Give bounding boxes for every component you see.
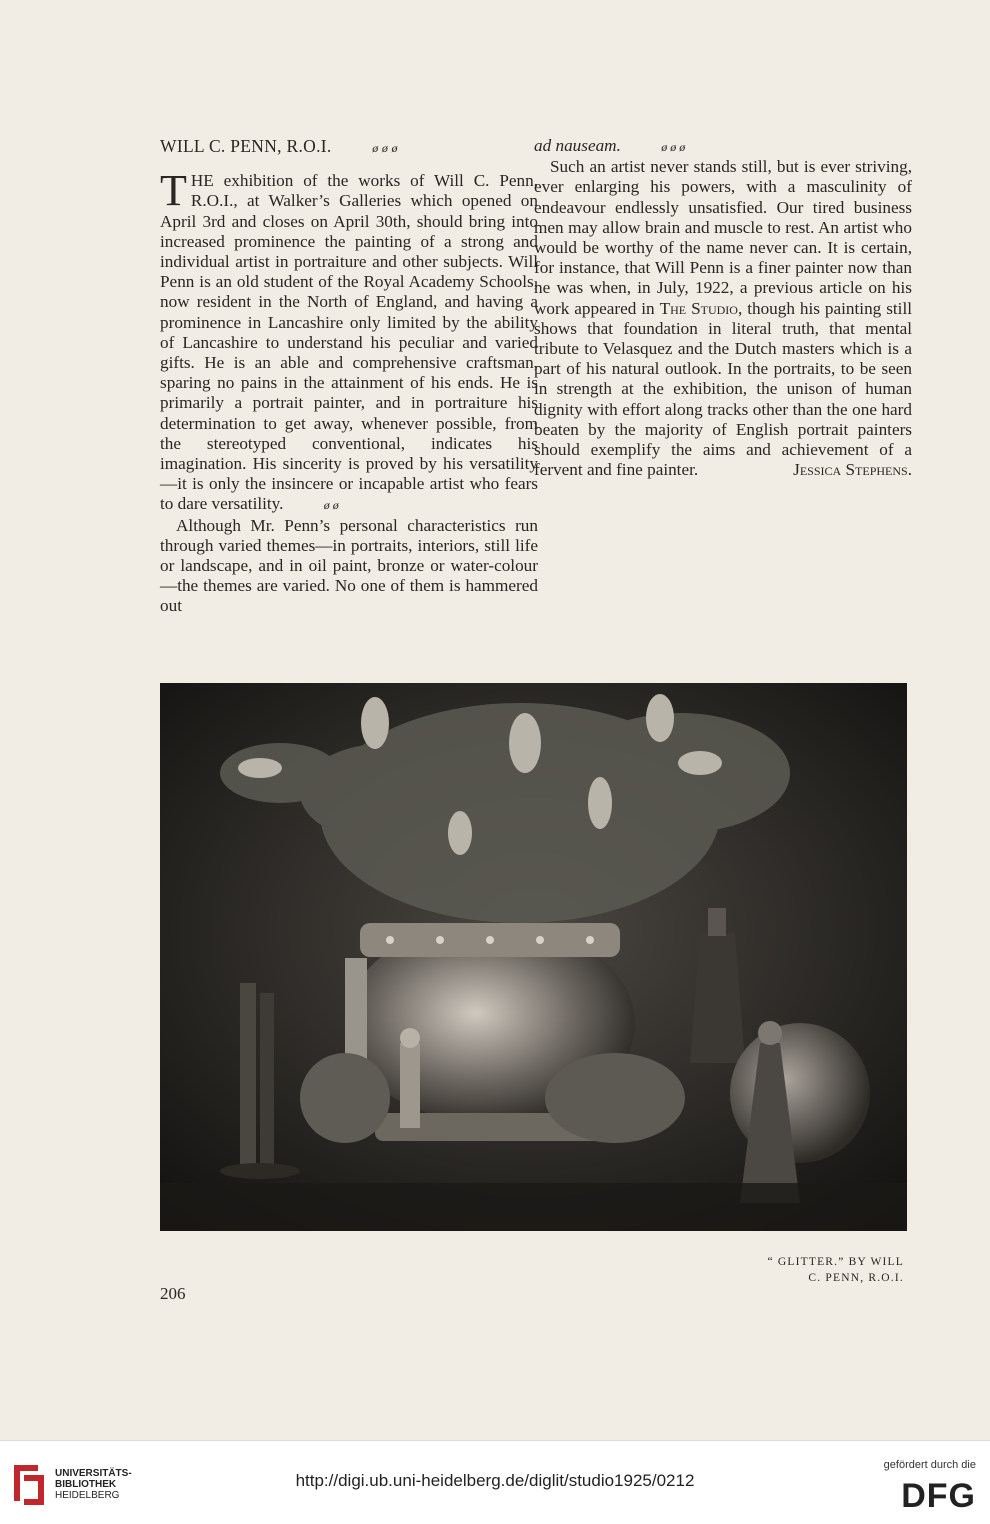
still-life-painting: [160, 683, 907, 1231]
caption-line-2: C. PENN, R.O.I.: [808, 1272, 904, 1284]
article-heading: [160, 136, 538, 158]
left-column: [160, 136, 538, 617]
leaf-ornament: ø ø ø: [372, 141, 398, 155]
paragraph-2-end: [534, 136, 912, 157]
library-line-2: BIBLIOTHEK: [55, 1479, 117, 1490]
leaf-ornament: ø ø: [323, 498, 339, 513]
library-line-3: HEIDELBERG: [55, 1490, 120, 1501]
heading-text: WILL C. PENN, R.O.I.: [160, 136, 332, 156]
paragraph-1-text: HE exhibition of the works of Will C. Penn, R.O.I., at Walker’s Galleries which opened on April 3rd and closes on April 30th, should bring into increased prominence the painting of a strong and individual artist in portraiture and other subjects. Will Penn is an old student of the Royal Academy Schools, now resident in the North of England, and having a prominence in Lancashire only limited by the ability of Lancashire to understand his peculiar and varied gifts. He is an able and comprehensive craftsman, sparing no pains in the attainment of his ends. He is primarily a portrait painter, and in portraiture his determination to get away, whenever possible, from the stereotyped conventional, indicates his imagination. His sincerity is proved by his versatility—it is only the insincere or incapable artist who fears to dare versatility.: [160, 171, 538, 514]
paragraph-3-text-b: , though his painting still shows that foundation in literal truth, that mental tribute to Velasquez and the Dutch masters which is a part of his natural outlook. In the portraits, to be seen in strength at the exhibition, the unison of human dignity with effort along tracks other than the one hard beaten by the majority of English portrait painters should exemplify the aims and achievement of a fervent and fine painter.: [534, 298, 913, 480]
leaf-ornament: ø ø ø: [661, 140, 686, 154]
paragraph-3-text-a: Such an artist never stands still, but is ever striving, ever enlarging his powers, with a masculinity of endeavour endlessly unsatisfied. Our tired business men may allow brain and muscle to rest. An artist who would be worthy of the name never can. It is certain, for instance, that Will Penn is a finer painter now than he was when, in July, 1922, a previous article on his work appeared in: [534, 157, 912, 318]
figure-caption: [704, 1254, 904, 1286]
paragraph-1: [160, 166, 538, 515]
italic-phrase: ad nauseam.: [534, 136, 621, 155]
funded-by-label: gefördert durch die: [883, 1459, 976, 1471]
library-line-1: UNIVERSITÄTS-: [55, 1468, 132, 1479]
dfg-logo: DFG: [901, 1477, 976, 1515]
right-column: [534, 136, 912, 480]
drop-cap: T: [160, 166, 187, 216]
painting-image: [160, 683, 907, 1231]
caption-line-1: “ GLITTER.” BY WILL: [767, 1256, 904, 1268]
author-signature: Jessica Stephens.: [793, 460, 912, 480]
paragraph-3: [534, 157, 912, 480]
magazine-name: The Studio: [659, 298, 738, 318]
digitization-footer: [0, 1440, 990, 1524]
paragraph-2-text: Although Mr. Penn’s personal characteristics run through varied themes—in portraits, interiors, still life or landscape, and in oil paint, bronze or water-colour—the themes are varied. No one of them is hammered out: [160, 515, 538, 616]
paragraph-2: [160, 516, 538, 617]
source-url[interactable]: http://digi.ub.uni-heidelberg.de/diglit/studio1925/0212: [295, 1471, 695, 1490]
page-number: 206: [160, 1284, 186, 1303]
